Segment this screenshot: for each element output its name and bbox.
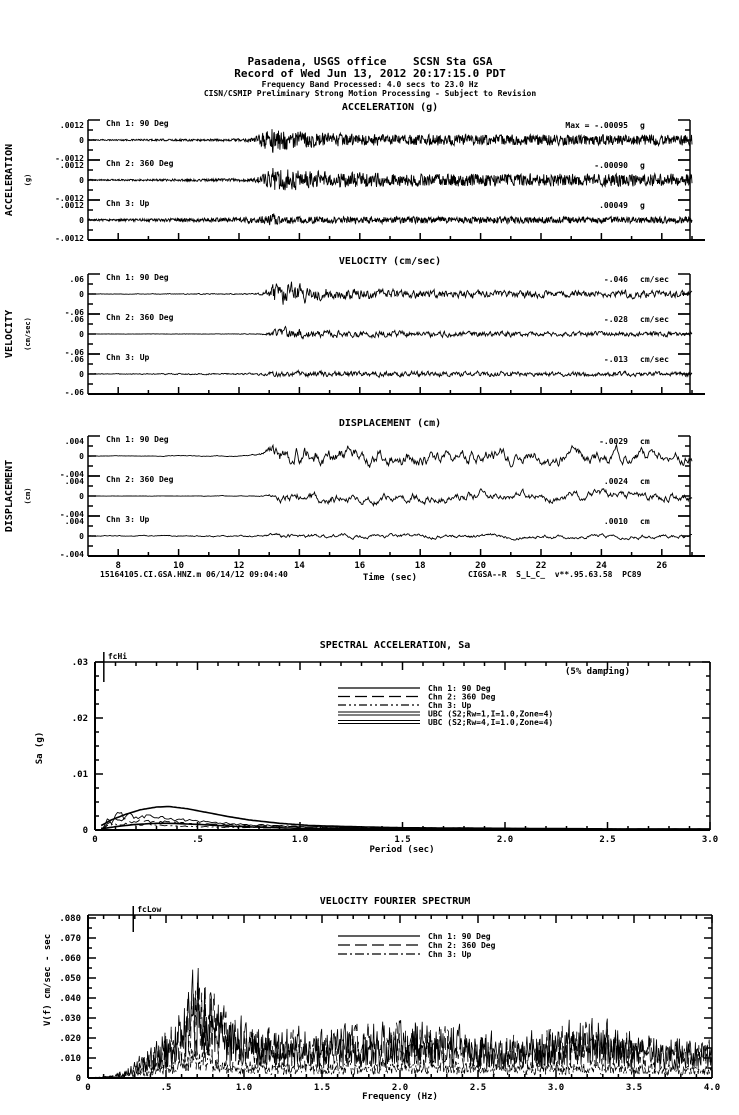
fc-low-label: fcLow	[137, 905, 162, 914]
y-top-label: .004	[64, 437, 84, 446]
y-top-label: .06	[69, 355, 84, 364]
time-tick-label: 8	[115, 561, 121, 571]
displacement-title: DISPLACEMENT (cm)	[338, 418, 442, 429]
y-tick-label: .060	[59, 954, 81, 964]
velocity-group-plot	[0, 266, 739, 416]
x-tick-label: 3.0	[701, 835, 719, 845]
y-tick-label: 0	[75, 1074, 81, 1084]
channel-label: Chn 2: 360 Deg	[106, 159, 174, 168]
side-axis-label: DISPLACEMENT	[4, 459, 15, 533]
y-tick-label: .02	[71, 714, 88, 724]
peak-value-label: -.013	[603, 355, 628, 364]
peak-value-label: -.028	[603, 315, 628, 324]
time-axis	[88, 387, 705, 394]
right-scale-bracket	[678, 436, 690, 476]
time-tick-label: 14	[293, 561, 305, 571]
peak-unit-label: cm	[640, 437, 650, 446]
channel-label: Chn 1: 90 Deg	[106, 119, 169, 128]
fourier-spectrum-plot	[0, 906, 739, 1115]
y-tick-label: .03	[71, 658, 88, 668]
y-tick-label: .020	[59, 1034, 81, 1044]
x-tick-label: 0	[85, 1083, 91, 1093]
waveform-0-1	[88, 168, 692, 190]
waveform-1-0	[88, 282, 692, 305]
time-axis	[88, 233, 705, 240]
y-top-label: .0012	[59, 201, 84, 210]
waveform-0-0	[88, 129, 692, 153]
y-bottom-label: -.004	[59, 550, 84, 559]
y-tick-label: .040	[59, 994, 81, 1004]
y-axis-label: V(f) cm/sec - sec	[43, 933, 53, 1026]
y-zero-label: 0	[79, 290, 84, 299]
damping-note: (5% damping)	[565, 667, 631, 677]
time-tick-label: 16	[354, 561, 366, 571]
side-axis-label: ACCELERATION	[4, 143, 15, 217]
waveform-1-1	[88, 327, 692, 340]
channel-label: Chn 2: 360 Deg	[106, 313, 174, 322]
legend-label: Chn 2: 360 Deg	[428, 941, 496, 950]
header-band-line: Frequency Band Processed: 4.0 secs to 23.0 Hz	[261, 80, 479, 89]
channel-label: Chn 1: 90 Deg	[106, 435, 169, 444]
x-tick-label: 3.0	[547, 1083, 565, 1093]
x-axis-label: Period (sec)	[369, 845, 435, 855]
ts-strip-2-1	[60, 475, 692, 519]
velocity-title: VELOCITY (cm/sec)	[338, 256, 442, 267]
side-axis-label: VELOCITY	[4, 309, 15, 359]
ts-strip-2-2	[60, 515, 692, 559]
header-disclaimer-line: CISN/CSMIP Preliminary Strong Motion Processing - Subject to Revision	[203, 89, 537, 98]
legend-label: UBC (S2;Rw=1,I=1.0,Zone=4)	[428, 709, 554, 719]
y-top-label: .004	[64, 477, 84, 486]
waveform-2-1	[88, 489, 692, 506]
header-record-line: Record of Wed Jun 13, 2012 20:17:15.0 PDT	[234, 67, 506, 80]
record-id-footer: 15164105.CI.GSA.HNZ.m 06/14/12 09:04:40	[100, 570, 288, 579]
time-tick-label: 10	[173, 561, 185, 571]
peak-value-label: -.046	[603, 275, 628, 284]
header-station-line: Pasadena, USGS office SCSN Sta GSA	[247, 55, 493, 68]
peak-unit-label: cm/sec	[640, 355, 669, 364]
y-zero-label: 0	[79, 452, 84, 461]
time-tick-label: 20	[475, 561, 487, 571]
y-tick-label: .070	[59, 934, 81, 944]
waveform-2-2	[88, 533, 692, 540]
peak-unit-label: cm	[640, 477, 650, 486]
channel-label: Chn 2: 360 Deg	[106, 475, 174, 484]
time-tick-label: 12	[233, 561, 245, 571]
channel-label: Chn 3: Up	[106, 199, 150, 208]
y-zero-label: 0	[79, 176, 84, 185]
y-bottom-label: -.004	[59, 510, 84, 519]
x-tick-label: 4.0	[703, 1083, 721, 1093]
ts-strip-0-1	[55, 159, 692, 203]
y-top-label: .0012	[59, 161, 84, 170]
x-axis-label: Frequency (Hz)	[362, 1092, 438, 1102]
x-tick-label: 3.5	[625, 1083, 643, 1093]
peak-value-label: Max = -.00095	[565, 121, 628, 130]
peak-unit-label: g	[640, 201, 645, 210]
y-top-label: .0012	[59, 121, 84, 130]
peak-unit-label: cm/sec	[640, 275, 669, 284]
fourier-spectrum-title: VELOCITY FOURIER SPECTRUM	[319, 896, 471, 907]
y-tick-label: .01	[71, 770, 88, 780]
y-zero-label: 0	[79, 370, 84, 379]
waveform-2-0	[88, 445, 692, 468]
x-tick-label: 0	[92, 835, 98, 845]
x-tick-label: 1.0	[235, 1083, 253, 1093]
y-tick-label: 0	[82, 826, 88, 836]
y-bottom-label: -.0012	[55, 194, 84, 203]
ts-strip-1-2	[65, 353, 692, 397]
sa-spectrum-title: SPECTRAL ACCELERATION, Sa	[319, 640, 471, 651]
x-tick-label: .5	[192, 835, 203, 845]
legend-label: Chn 1: 90 Deg	[428, 932, 491, 941]
fc-hi-label: fcHi	[107, 652, 128, 661]
ts-strip-1-1	[65, 313, 692, 357]
y-zero-label: 0	[79, 492, 84, 501]
x-tick-label: 2.0	[496, 835, 514, 845]
peak-value-label: .00049	[599, 201, 628, 210]
y-zero-label: 0	[79, 532, 84, 541]
time-axis-label: Time (sec)	[362, 573, 418, 583]
side-axis-unit: (cm)	[24, 487, 32, 505]
y-bottom-label: -.0012	[55, 234, 84, 243]
legend	[338, 684, 553, 727]
legend-label: Chn 1: 90 Deg	[428, 684, 491, 693]
processing-code-footer: CIGSA--R S_L_C_ v**.95.63.58 PC89	[468, 570, 642, 579]
x-tick-label: 1.0	[291, 835, 309, 845]
ts-strip-1-0	[65, 273, 692, 317]
waveform-0-2	[88, 214, 692, 226]
time-tick-label: 22	[535, 561, 547, 571]
y-tick-label: .050	[59, 974, 81, 984]
y-zero-label: 0	[79, 136, 84, 145]
y-tick-label: .030	[59, 1014, 81, 1024]
sa-curve-3	[101, 807, 710, 829]
y-zero-label: 0	[79, 330, 84, 339]
peak-unit-label: g	[640, 161, 645, 170]
y-bottom-label: -.06	[64, 308, 84, 317]
ts-strip-0-0	[55, 119, 692, 163]
x-tick-label: 1.5	[394, 835, 411, 845]
y-tick-label: .080	[59, 914, 81, 924]
ts-strip-2-0	[60, 435, 692, 479]
sa-spectrum-plot	[0, 652, 739, 864]
peak-value-label: -.00090	[594, 161, 628, 170]
y-bottom-label: -.06	[64, 388, 84, 397]
side-axis-unit: (g)	[24, 173, 32, 187]
y-bottom-label: -.0012	[55, 154, 84, 163]
legend-label: Chn 3: Up	[428, 950, 472, 959]
legend	[338, 932, 496, 959]
peak-value-label: .0024	[603, 477, 628, 486]
time-tick-label: 26	[656, 561, 668, 571]
legend-label: UBC (S2;Rw=4,I=1.0,Zone=4)	[428, 718, 554, 727]
side-axis-unit: (cm/sec)	[24, 317, 32, 351]
legend-label: Chn 3: Up	[428, 701, 472, 710]
legend-label: Chn 2: 360 Deg	[428, 692, 496, 702]
y-bottom-label: -.06	[64, 348, 84, 357]
x-tick-label: .5	[160, 1083, 172, 1093]
time-tick-label: 18	[414, 561, 426, 571]
time-tick-label: 24	[595, 561, 607, 571]
channel-label: Chn 3: Up	[106, 515, 150, 524]
peak-unit-label: g	[640, 121, 645, 130]
x-tick-label: 1.5	[313, 1083, 331, 1093]
x-tick-label: 2.5	[469, 1083, 487, 1093]
ts-strip-0-2	[55, 199, 692, 243]
y-top-label: .06	[69, 315, 84, 324]
displacement-group-plot	[0, 428, 739, 590]
x-tick-label: 2.5	[599, 835, 616, 845]
acceleration-title: ACCELERATION (g)	[341, 102, 439, 113]
channel-label: Chn 1: 90 Deg	[106, 273, 169, 282]
channel-label: Chn 3: Up	[106, 353, 150, 362]
y-top-label: .004	[64, 517, 84, 526]
y-tick-label: .010	[59, 1054, 81, 1064]
peak-unit-label: cm	[640, 517, 650, 526]
waveform-1-2	[88, 371, 692, 378]
peak-unit-label: cm/sec	[640, 315, 669, 324]
plot-frame	[72, 658, 718, 845]
acceleration-group-plot	[0, 112, 739, 262]
y-top-label: .06	[69, 275, 84, 284]
y-zero-label: 0	[79, 216, 84, 225]
y-bottom-label: -.004	[59, 470, 84, 479]
y-axis-label: Sa (g)	[35, 731, 45, 765]
x-tick-label: 2.0	[391, 1083, 409, 1093]
peak-value-label: -.0029	[599, 437, 628, 446]
peak-value-label: .0010	[603, 517, 628, 526]
